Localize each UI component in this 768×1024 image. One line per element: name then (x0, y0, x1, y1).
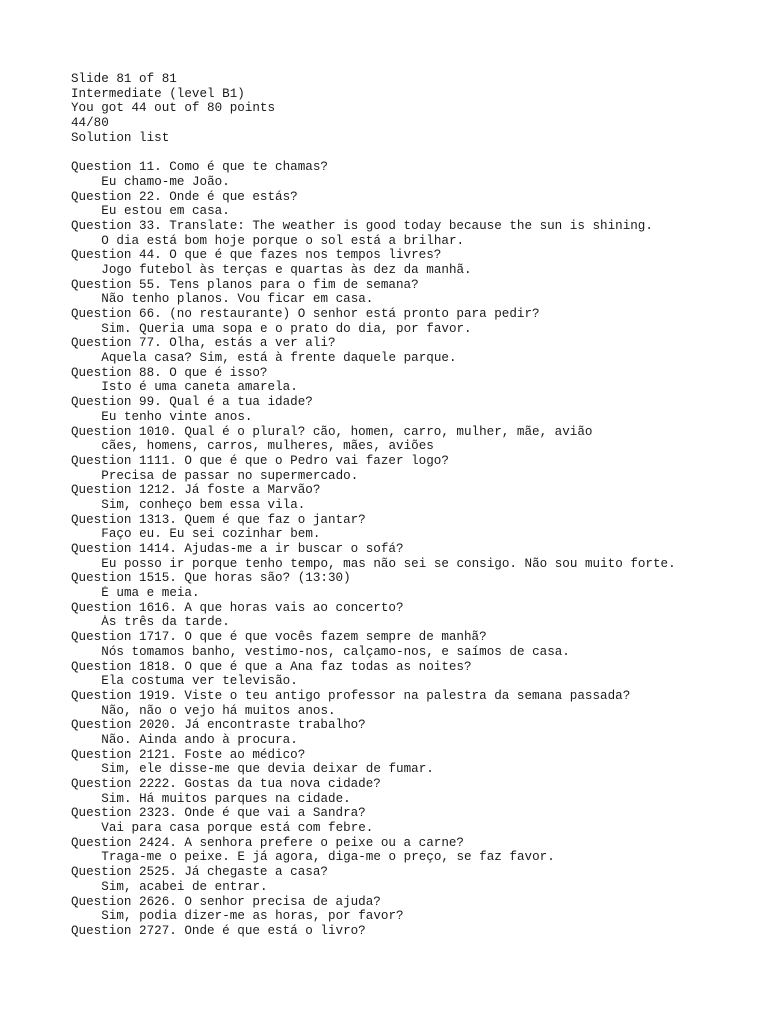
answer-line: Às três da tarde. (101, 615, 230, 630)
answer-line: Faço eu. Eu sei cozinhar bem. (101, 527, 321, 542)
question-line: Question 2323. Onde é que vai a Sandra? (71, 806, 366, 821)
question-line: Question 1515. Que horas são? (13:30) (71, 571, 351, 586)
answer-line: cães, homens, carros, mulheres, mães, aviões (101, 439, 434, 454)
answer-line: Vai para casa porque está com febre. (101, 821, 374, 836)
question-line: Question 1111. O que é que o Pedro vai fazer logo? (71, 453, 449, 468)
question-line: Question 1313. Quem é que faz o jantar? (71, 512, 366, 527)
question-line: Question 1919. Viste o teu antigo professor na palestra da semana passada? (71, 688, 631, 703)
question-line: Question 2626. O senhor precisa de ajuda? (71, 894, 381, 909)
answer-line: Sim, acabei de entrar. (101, 879, 268, 894)
answer-line: Sim, podia dizer-me as horas, por favor? (101, 909, 404, 924)
answer-line: Precisa de passar no supermercado. (101, 468, 359, 483)
score-text: You got 44 out of 80 points (71, 101, 276, 116)
answer-line: Eu estou em casa. (101, 204, 230, 219)
answer-line: Ela costuma ver televisão. (101, 674, 298, 689)
question-line: Question 77. Olha, estás a ver ali? (71, 336, 336, 351)
question-line: Question 1414. Ajudas-me a ir buscar o sofá? (71, 542, 404, 556)
answer-line: Eu tenho vinte anos. (101, 409, 253, 424)
answer-line: O dia está bom hoje porque o sol está a brilhar. (101, 233, 465, 248)
solution-list-title: Solution list (71, 130, 170, 145)
question-line: Question 22. Onde é que estás? (71, 189, 298, 204)
question-line: Question 1818. O que é que a Ana faz todas as noites? (71, 659, 472, 674)
question-line: Question 66. (no restaurante) O senhor está pronto para pedir? (71, 307, 540, 321)
question-line: Question 1010. Qual é o plural? cão, homen, carro, mulher, mãe, avião (71, 424, 593, 439)
question-line: Question 1212. Já foste a Marvão? (71, 483, 321, 498)
answer-line: Traga-me o peixe. E já agora, diga-me o preço, se faz favor. (101, 850, 555, 865)
spacer (71, 145, 761, 160)
answer-line: Isto é uma caneta amarela. (101, 380, 298, 395)
answer-line: Não, não o vejo há muitos anos. (101, 703, 336, 718)
question-line: Question 2222. Gostas da tua nova cidade? (71, 777, 381, 791)
question-line: Question 11. Como é que te chamas? (71, 160, 328, 175)
answer-line: Jogo futebol às terças e quartas às dez da manhã. (101, 262, 472, 277)
answer-line: Sim. Queria uma sopa e o prato do dia, por favor. (101, 321, 472, 336)
answer-line: Sim, ele disse-me que devia deixar de fumar. (101, 762, 434, 777)
question-line: Question 2525. Já chegaste a casa? (71, 865, 328, 880)
question-line: Question 33. Translate: The weather is good today because the sun is shining. (71, 218, 653, 233)
answer-line: É uma e meia. (101, 586, 200, 601)
slide-counter: Slide 81 of 81 (71, 72, 177, 86)
level-label: Intermediate (level B1) (71, 86, 245, 101)
document-page (71, 72, 761, 939)
answer-line: Sim. Há muitos parques na cidade. (101, 791, 351, 806)
answer-line: Aquela casa? Sim, está à frente daquele parque. (101, 351, 457, 366)
question-line: Question 2121. Foste ao médico? (71, 747, 306, 762)
question-line: Question 1717. O que é que vocês fazem sempre de manhã? (71, 630, 487, 645)
question-line: Question 1616. A que horas vais ao concerto? (71, 600, 404, 615)
answer-line: Não. Ainda ando à procura. (101, 732, 298, 747)
question-line: Question 2727. Onde é que está o livro? (71, 923, 366, 938)
question-line: Question 55. Tens planos para o fim de semana? (71, 277, 419, 292)
question-line: Question 88. O que é isso? (71, 365, 268, 380)
answer-line: Não tenho planos. Vou ficar em casa. (101, 292, 374, 307)
question-line: Question 99. Qual é a tua idade? (71, 395, 313, 410)
question-line: Question 44. O que é que fazes nos tempos livres? (71, 248, 442, 263)
score-fraction: 44/80 (71, 116, 109, 131)
answer-line: Eu posso ir porque tenho tempo, mas não sei se consigo. Não sou muito forte. (101, 556, 676, 571)
answer-line: Sim, conheço bem essa vila. (101, 497, 306, 512)
question-line: Question 2424. A senhora prefere o peixe ou a carne? (71, 835, 464, 850)
answer-line: Nós tomamos banho, vestimo-nos, calçamo-nos, e saímos de casa. (101, 644, 570, 659)
solution-list (71, 160, 761, 938)
answer-line: Eu chamo-me João. (101, 174, 230, 189)
question-line: Question 2020. Já encontraste trabalho? (71, 718, 366, 733)
